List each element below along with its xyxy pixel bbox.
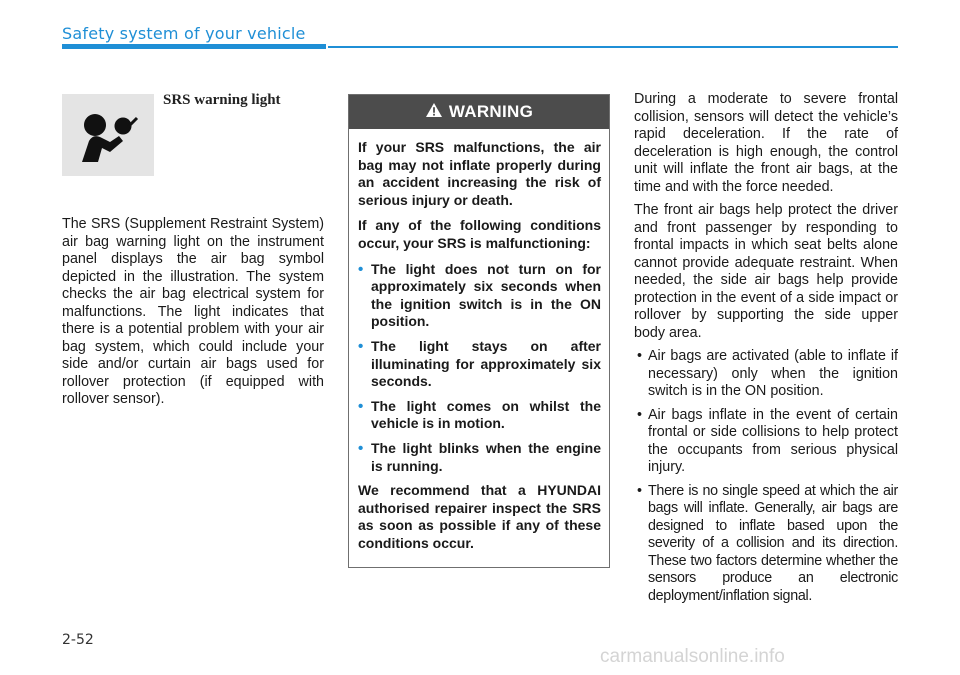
watermark: carmanualsonline.info	[600, 646, 785, 667]
right-column	[634, 91, 898, 611]
header-rule	[328, 46, 898, 48]
page-number: 2-52	[62, 632, 94, 648]
section-title-underline-bar	[62, 44, 326, 49]
bullet-dot-icon: •	[358, 337, 364, 355]
warning-lead: If any of the following conditions occur, your SRS is malfunctioning:	[358, 217, 601, 251]
srs-warning-light-heading: SRS warning light	[163, 92, 281, 108]
collision-sensor-paragraph: During a moderate to severe frontal collision, sensors will detect the vehicle’s rapid deceleration. If the rate of deceleration is high enough, the control unit will inflate the front air bags, at the time and with the force needed.	[634, 91, 898, 195]
warning-box	[348, 94, 610, 568]
warning-conditions-list	[358, 261, 601, 476]
list-item: • The light stays on after illuminating for approximately six seconds.	[358, 337, 601, 390]
warning-title: WARNING	[448, 102, 534, 121]
warning-closing: We recommend that a HYUNDAI authorised repairer inspect the SRS as soon as possible if any of these conditions occur.	[358, 482, 601, 551]
list-item: • There is no single speed at which the air bags will inflate. Generally, air bags are designed to inflate based upon the severity of a collision and its direction. These two factors determine whether the sensors produce an electronic deployment/inflation signal.	[637, 482, 898, 604]
section-title: Safety system of your vehicle	[62, 24, 306, 43]
bullet-dot-icon: •	[358, 260, 364, 278]
airbag-warning-icon	[62, 94, 154, 176]
warning-triangle-icon	[425, 102, 443, 123]
bullet-dot-icon: •	[637, 406, 643, 423]
warning-intro: If your SRS malfunctions, the air bag may not inflate properly during an accident increasing the risk of serious injury or death.	[358, 139, 601, 208]
bullet-dot-icon: •	[358, 439, 364, 457]
bullet-dot-icon: •	[637, 482, 642, 499]
list-item: • The light does not turn on for approximately six seconds when the ignition switch is in the ON position.	[358, 260, 601, 330]
list-item: • Air bags inflate in the event of certain frontal or side collisions to help protect the occupants from serious physical injury.	[637, 406, 898, 475]
list-item: • The light comes on whilst the vehicle is in motion.	[358, 397, 601, 432]
front-side-airbag-paragraph: The front air bags help protect the driver and front passenger by responding to frontal impacts in which seat belts alone cannot provide adequate restraint. When needed, the side air bags help provide protection in the event of a side impact or rollover by supporting the side upper body area.	[634, 202, 898, 341]
list-item: • Air bags are activated (able to inflate if necessary) only when the ignition switch is in the ON position.	[637, 348, 898, 399]
bullet-dot-icon: •	[358, 397, 364, 415]
warning-header	[349, 95, 609, 129]
bullet-dot-icon: •	[637, 348, 643, 364]
list-item: • The light blinks when the engine is running.	[358, 439, 601, 474]
airbag-facts-list	[634, 348, 898, 605]
srs-description-paragraph: The SRS (Supplement Restraint System) air bag warning light on the instrument panel displays the air bag symbol depicted in the illustration. The system checks the air bag electrical system for malfunctions. The light indicates that there is a potential problem with your air bag system, which could include your side and/or curtain air bags used for rollover protection (if equipped with rollover sensor).	[62, 216, 324, 407]
